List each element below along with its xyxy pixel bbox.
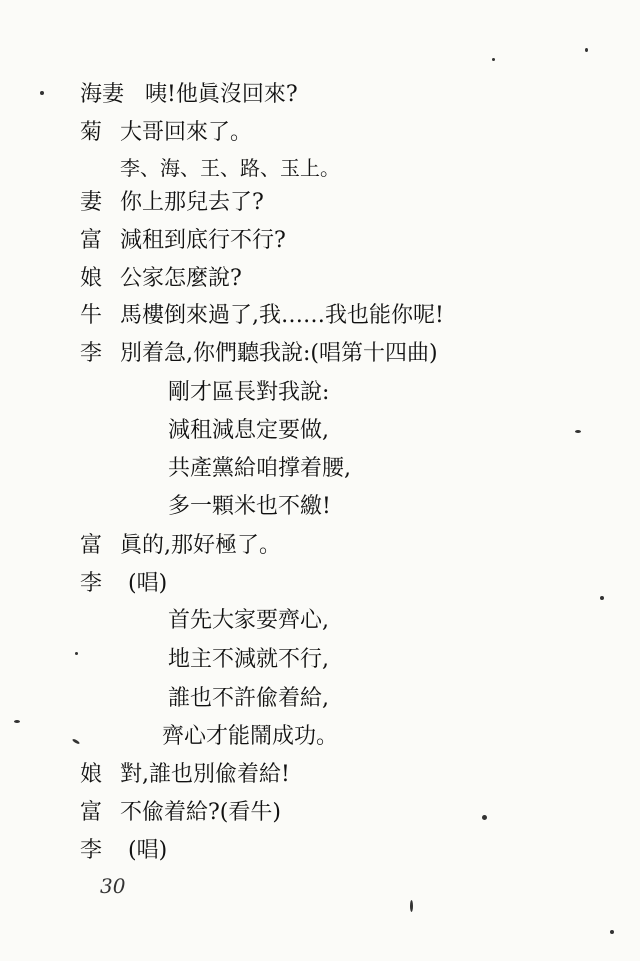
song-line: 齊心才能鬧成功。 [162, 724, 339, 749]
dialogue-text: 減租到底行不行? [120, 228, 286, 253]
dialogue-text: 不偸着給?(看牛) [120, 800, 281, 825]
dialogue-text: 馬樓倒來過了,我……我也能你呢! [120, 303, 444, 328]
speaker-label: 李 [80, 838, 103, 863]
speaker-label: 娘 [80, 266, 103, 291]
song-line: 減租減息定要做, [168, 418, 329, 443]
dialogue-text: 公家怎麼說? [120, 266, 242, 291]
stage-direction: 李、海、王、路、玉上。 [120, 156, 340, 180]
scan-speck [575, 430, 581, 433]
speaker-label: 李 [80, 571, 103, 596]
scan-speck [72, 738, 80, 745]
scan-speck [585, 48, 588, 52]
dialogue-text: (唱) [128, 838, 168, 863]
scan-speck [492, 58, 495, 61]
scan-speck [75, 652, 78, 655]
speaker-label: 牛 [80, 303, 103, 328]
dialogue-text: 你上那兒去了? [120, 190, 264, 215]
song-line: 多一顆米也不繳! [168, 494, 331, 519]
dialogue-text: 眞的,那好極了。 [120, 533, 281, 558]
dialogue-text: (唱) [128, 571, 168, 596]
dialogue-text: 對,誰也別偸着給! [120, 762, 290, 787]
dialogue-text: 別着急,你們聽我說:(唱第十四曲) [120, 341, 438, 366]
speaker-label: 富 [80, 228, 103, 253]
scan-speck [410, 900, 413, 912]
scan-speck [40, 91, 44, 95]
dialogue-text: 大哥回來了。 [120, 120, 253, 145]
scan-speck [610, 930, 614, 934]
dialogue-text: 咦!他眞沒回來? [145, 82, 298, 107]
speaker-label: 妻 [80, 190, 103, 215]
song-line: 誰也不許偸着給, [168, 686, 329, 711]
scan-speck [600, 596, 604, 600]
song-line: 共產黨給咱撑着腰, [168, 456, 351, 481]
song-line: 剛才區長對我說: [168, 380, 330, 405]
page-number: 30 [100, 874, 126, 898]
speaker-label: 娘 [80, 762, 103, 787]
speaker-label: 海妻 [80, 82, 125, 107]
song-line: 地主不減就不行, [168, 647, 329, 672]
speaker-label: 富 [80, 800, 103, 825]
scan-speck [14, 720, 20, 723]
speaker-label: 富 [80, 533, 103, 558]
speaker-label: 菊 [80, 120, 103, 145]
scan-speck [482, 815, 487, 820]
speaker-label: 李 [80, 341, 103, 366]
song-line: 首先大家要齊心, [168, 608, 329, 633]
